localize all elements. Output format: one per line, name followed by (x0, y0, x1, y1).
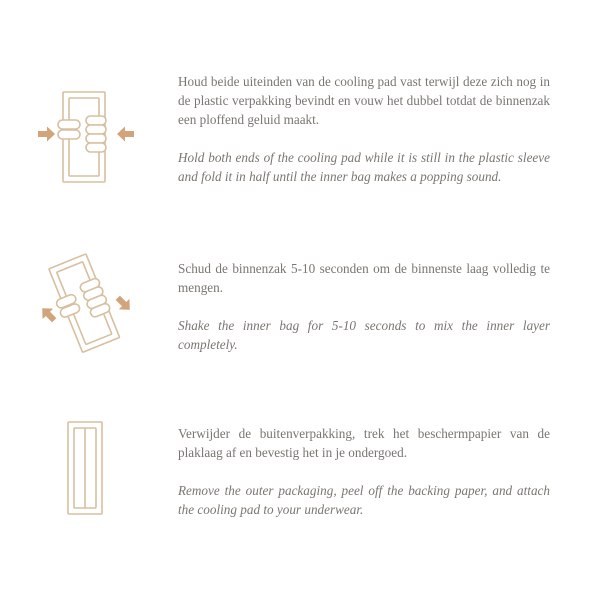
step-1-text (178, 72, 550, 186)
fold-pad-icon (30, 82, 140, 192)
step-2-english: Shake the inner bag for 5-10 seconds to mix the inner layer completely. (178, 318, 550, 352)
step-2-dutch: Schud de binnenzak 5-10 seconden om de binnenste laag volledig te mengen. (178, 261, 550, 295)
step-3-english: Remove the outer packaging, peel off the backing paper, and attach the cooling pad to your underwear. (178, 483, 550, 517)
step-3-dutch: Verwijder de buitenverpakking, trek het beschermpapier van de plaklaag af en bevestig het in je ondergoed. (178, 426, 550, 460)
shake-pad-icon (30, 250, 140, 360)
attach-pad-icon (30, 418, 140, 528)
step-1-dutch: Houd beide uiteinden van de cooling pad vast terwijl deze zich nog in de plastic verpakking bevindt en vouw het dubbel totdat de binnenzak een ploffend geluid maakt. (178, 74, 550, 127)
step-1-english: Hold both ends of the cooling pad while it is still in the plastic sleeve and fold it in half until the inner bag makes a popping sound. (178, 150, 550, 184)
step-3-text (178, 424, 550, 519)
step-2-text (178, 259, 550, 354)
